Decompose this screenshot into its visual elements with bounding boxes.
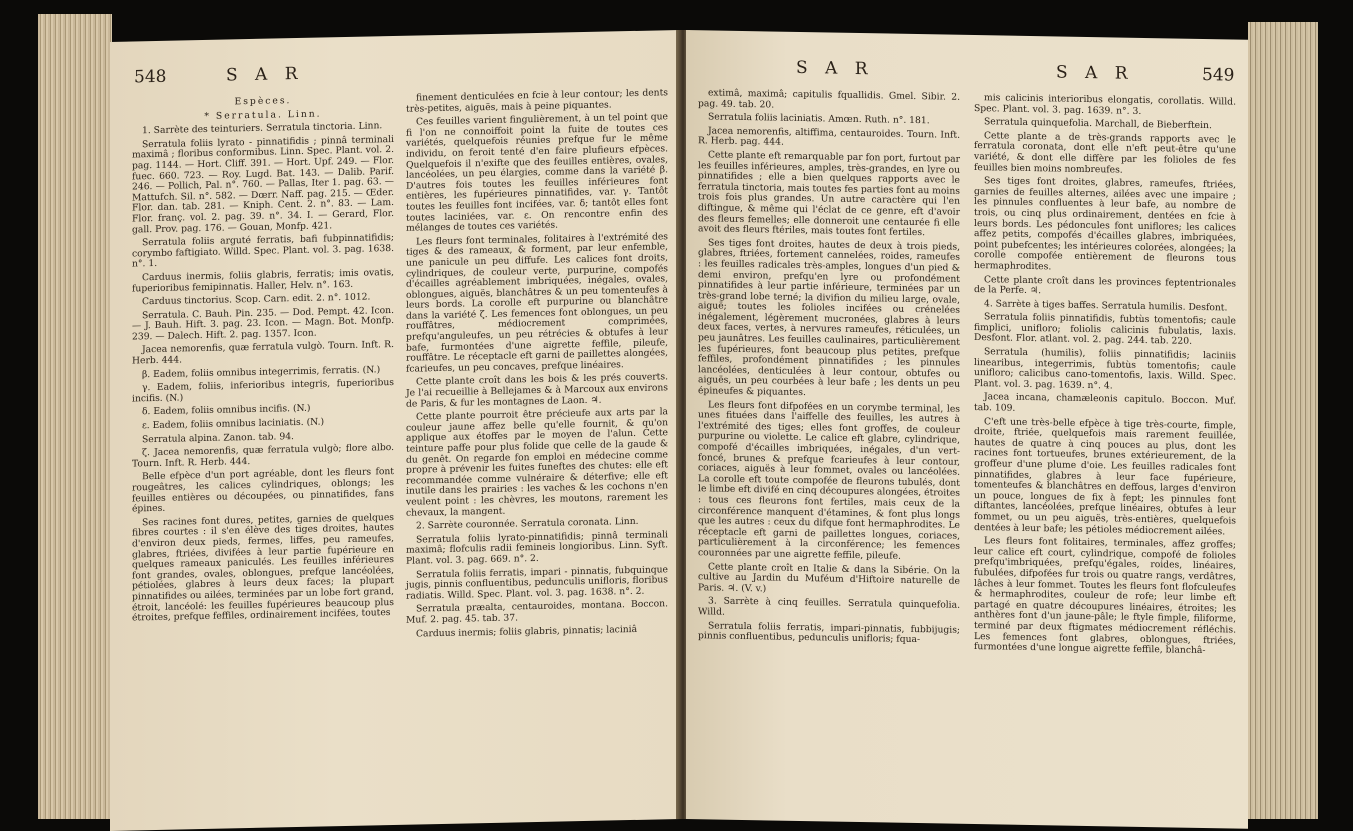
- paragraph: Serratula foliis arguté ferratis, bafi fubpinnatifidis; corymbo faftigiato. Willd. Spec. Plant. vol. 3. pag. 1638. n°. 1.: [132, 232, 394, 270]
- paragraph: Serratula præalta, centauroides, montana. Boccon. Muf. 2. pag. 45. tab. 37.: [406, 598, 668, 626]
- paragraph: Serratula foliis lyrato - pinnatifidis ; pinnâ terminali maximâ ; floribus conformibus. Linn. Spec. Plant. vol. 2. pag. 1144. — Hort. Cliff. 391. — Hort. Upf. 249. — Flor. fuec. 660. 723. — Roy. Lugd. Bat. 143. — Dalib. Parif. 246. — Pollich, Pal. n°. 760. — Pallas, Iter 1. pag. 63. — Mattufch. Sil. n°. 582. — Dœrr. Naff. pag. 215. — Œder. Flor. dan. tab. 281. — Kniph. Cent. 2. n°. 83. — Lam. Flor. franç. vol. 2. pag. 39. n°. 34. I. — Gerard, Flor. gall. Prov. pag. 176. — Gouan, Monfp. 421.: [132, 133, 394, 236]
- paragraph: Jacea nemorenfis, altiffima, centauroides. Tourn. Inft. R. Herb. pag. 444.: [698, 125, 960, 149]
- page-edges-left: [38, 14, 112, 819]
- paragraph: * Serratula. Linn.: [204, 108, 322, 122]
- page-number-left: 548: [134, 66, 167, 88]
- paragraph: β. Eadem, foliis omnibus integerrimis, ferratis. (N.): [142, 363, 381, 380]
- paragraph: Espèces.: [234, 95, 292, 108]
- running-head-left: S A R: [226, 63, 304, 86]
- right-column-1: [698, 88, 960, 649]
- paragraph: Carduus inermis; foliis glabris, pinnatis; laciniâ: [416, 623, 638, 640]
- paragraph: C'eft une très-belle efpèce à tige très-courte, fimple, droite, ftriée, quelquefois mais rarement feuillée, hautes de quatre à cinq pouces au plus, dont les racines font tortueufes, brunes extérieurement, de la groffeur d'une plume d'oie. Les feuilles radicales font pinnatifides, glabres à leur face fupérieure, tomenteufes & blanchâtres en deffous, larges d'environ un pouce, longues de fix à fept; les pinnules font diftantes, lancéolées, prefque linéaires, obtufes à leur fommet, ou un peu aiguës, très-entières, quelquefois dentées à leur bafe; les pétioles médiocrement ailées.: [974, 415, 1236, 537]
- paragraph: extimâ, maximâ; capitulis fquallidis. Gmel. Sibir. 2. pag. 49. tab. 20.: [698, 87, 960, 111]
- paragraph: Serratula foliis ferratis, impari-pinnatis, fubbijugis; pinnis confluentibus, pedunculis unifloris; fqua-: [698, 619, 960, 646]
- paragraph: ε. Eadem, foliis omnibus laciniatis. (N.): [142, 416, 325, 432]
- paragraph: Carduus inermis, foliis glabris, ferratis; imis ovatis, fuperioribus femipinnatis. Haller, Helv. n°. 163.: [132, 266, 394, 294]
- page-number-right: 549: [1202, 65, 1235, 86]
- running-head-right-1: S A R: [796, 57, 874, 80]
- paragraph: Les fleurs font folitaires, terminales, affez groffes; leur calice eft court, cylindrique, compofé de folioles prefqu'imbriquées, prefqu'égales, roides, linéaires, fubulées, difpofées fur trois ou quatre rangs, verdâtres, lâches à leur fommet. Toutes les fleurs font flofculeufes & hermaphrodites, couleur de rofe; leur limbe eft partagé en quatre découpures linéaires, étroites; les anthères font d'un jaune-pâle; le ftyle fimple, filiforme, terminé par deux ftigmates médiocrement réfléchis. Les femences font glabres, oblongues, ftriées, furmontées d'une longue aigrette feffile, blanchâ-: [974, 535, 1236, 657]
- paragraph: Cette plante croît en Italie & dans la Sibérie. On la cultive au Jardin du Muféum d'Hiftoire naturelle de Paris. ♃. (V. v.): [698, 560, 960, 595]
- paragraph: ζ. Jacea nemorenfis, quæ ferratula vulgò; flore albo. Tourn. Inft. R. Herb. 444.: [132, 442, 394, 470]
- paragraph: Cette plante a de très-grands rapports avec le ferratula coronata, dont elle n'eft peut-être qu'une variété, & dont elle diffère par les folioles de fes feuilles bien moins nombreufes.: [974, 129, 1236, 176]
- paragraph: Cette plante eft remarquable par fon port, furtout par les feuilles inférieures, amples, très-grandes, en lyre ou pinnatifides ; elle a bien quelques rapports avec le ferratula tinctoria, mais toutes fes parties font au moins trois fois plus grandes. Un autre caractère qui l'en diftingue, & même qui l'éclat de ce genre, eft d'avoir des fleurs femelles; elle donneroit une centaurée fi elle avoit des fleurs ftériles, mais toutes font fertiles.: [698, 149, 960, 239]
- right-page: [686, 30, 1248, 829]
- paragraph: 3. Sarrète à cinq feuilles. Serratula quinquefolia. Willd.: [698, 595, 960, 618]
- paragraph: Cette plante croît dans les provinces feptentrionales de la Perfe. ♃.: [974, 273, 1236, 297]
- left-column-2: [406, 88, 668, 643]
- page-edges-right: [1248, 22, 1318, 819]
- running-head-right-2: S A R: [1056, 62, 1134, 84]
- paragraph: Serratula quinquefolia. Marchall, de Bieberftein.: [984, 116, 1212, 132]
- paragraph: 4. Sarrète à tiges baffes. Serratula humilis. Desfont.: [984, 297, 1228, 314]
- paragraph: Serratula foliis ferratis, impari - pinnatis, fubquinque jugis, pinnis confluentibus, pedunculis unifloris, floribus radiatis. Willd. Spec. Plant. vol. 3. pag. 1638. n°. 2.: [406, 563, 668, 602]
- paragraph: Ses racines font dures, petites, garnies de quelques fibres courtes : il s'en élève des tiges droites, hautes d'environ deux pieds, fermes, liffes, peu rameufes, glabres, ftriées, divifées à leur partie fupérieure en quelques rameaux paniculés. Les feuilles inférieures font grandes, ovales, oblongues, prefque lancéolées, pétiolées, glabres à leurs deux faces; la plupart pinnatifides ou ailées, terminées par un lobe fort grand, étroit, lancéolé: les feuilles fupérieures beaucoup plus étroites, prefque feffiles, ordinairement incifées, toutes: [132, 511, 394, 624]
- paragraph: Serratula foliis lyrato-pinnatifidis; pinnâ terminali maximâ; flofculis radii femineis longioribus. Linn. Syft. Plant. vol. 3. pag. 669. n°. 2.: [406, 529, 668, 567]
- paragraph: mis calicinis interioribus elongatis, corollatis. Willd. Spec. Plant. vol. 3. pag. 1639. n°. 3.: [974, 92, 1236, 117]
- paragraph: Ses tiges font droites, glabres, rameufes, ftriées, garnies de feuilles alternes, ailées avec une impaire ; les pinnules confluentes à leur bafe, au nombre de trois, ou cinq plus ordinairement, dentées en fcie à leurs bords. Les pédoncules font uniflores; les calices affez petits, compofés d'écailles glabres, imbriquées, point pubefcentes; les intérieures colorées, alongées; la corolle compofée entièrement de fleurons tous hermaphrodites.: [974, 175, 1236, 273]
- paragraph: Ces feuilles varient fingulièrement, à un tel point que fi l'on ne connoiffoit point la fuite de toutes ces variétés, quelquefois réunies prefque fur le même individu, on feroit tenté d'en faire plufieurs efpèces. Quelquefois il n'exifte que des feuilles entières, ovales, lancéolées, un peu élargies, comme dans la variété β. D'autres fois toutes les feuilles inférieures font entières, les fupérieures pinnatifides, var. γ. Tantôt toutes les feuilles font incifées, var. δ; tantôt elles font toutes laciniées, var. ε. On rencontre enfin des mélanges de toutes ces variétés.: [406, 111, 668, 234]
- paragraph: Jacea nemorenfis, quæ ferratula vulgò. Tourn. Inft. R. Herb. 444.: [132, 339, 394, 367]
- paragraph: 2. Sarrète couronnée. Serratula coronata. Linn.: [416, 516, 639, 532]
- paragraph: Cette plante croît dans les bois & les prés couverts. Je l'ai recueillie à Bellejames & à Marcoux aux environs de Paris, & fur les montagnes de Laon. ♃.: [406, 371, 668, 410]
- paragraph: Serratula foliis pinnatifidis, fubtùs tomentofis; caule fimplici, unifloro; foliolis calicinis fubulatis, laxis. Desfont. Flor. atlant. vol. 2. pag. 244. tab. 220.: [974, 311, 1236, 348]
- paragraph: Cette plante pourroit être précieufe aux arts par la couleur jaune affez belle qu'elle fournit, & qu'on applique aux étoffes par le moyen de l'alun. Cette teinture paffe pour plus folide que celle de la gaude & du genêt. On regarde fon emploi en médecine comme propre à prévenir les fuites funeftes des chutes: elle eft recommandée comme vulnéraire & déterfive; elle eft inutile dans les prairies : les vaches & les cochons n'en veulent point : les chèvres, les moutons, rarement les chevaux, la mangent.: [406, 406, 668, 519]
- right-column-2: [974, 93, 1236, 660]
- paragraph: Serratula foliis laciniatis. Amœn. Ruth. n°. 181.: [708, 111, 930, 127]
- left-column-1: [132, 94, 394, 627]
- paragraph: 1. Sarrète des teinturiers. Serratula tinctoria. Linn.: [142, 120, 383, 137]
- paragraph: Les fleurs font difpofées en un corymbe terminal, les unes fituées dans l'aiffelle des feuilles, les autres à l'extrémité des tiges; elles font groffes, de couleur purpurine ou violette. Le calice eft glabre, cylindrique, compofé d'écailles imbriquées, inégales, d'un vert-foncé, brunes & prefque fcarieufes à leur contour, coriaces, aiguës à leur fommet, ovales ou lancéolées. La corolle eft toute compofée de fleurons tubulés, dont le limbe eft divifé en cinq découpures alongées, étroites : tous ces fleurons font fertiles, mais ceux de la circonférence manquent d'étamines, & font plus longs que les autres : ceux du difque font hermaphrodites. Le réceptacle eft garni de paillettes longues, coriaces, particulièrement à la circonférence; les femences couronnées par une aigrette feffile, pileufe.: [698, 399, 960, 562]
- paragraph: Belle efpèce d'un port agréable, dont les fleurs font rougeâtres, les calices cylindriques, oblongs; les feuilles entières ou découpées, ou pinnatifides, fans épines.: [132, 466, 394, 515]
- paragraph: Carduus tinctorius. Scop. Carn. edit. 2. n°. 1012.: [142, 291, 371, 308]
- paragraph: finement denticulées en fcie à leur contour; les dents très-petites, aiguës, mais à peine piquantes.: [406, 87, 668, 115]
- paragraph: Ses tiges font droites, hautes de deux à trois pieds, glabres, ftriées, fortement cannelées, roides, rameufes : les feuilles radicales très-amples, longues d'un pied & demi environ, prefqu'en lyre ou profondément pinnatifides à leur partie inférieure, terminées par un très-grand lobe terné; la divifion du milieu large, ovale, aiguë; toutes les folioles incifées ou crénelées inégalement, légèrement mucronées, glabres à leurs deux faces, vertes, à nervures rameufes, réticulées, un peu jaunâtres. Les feuilles caulinaires, particulièrement les fupérieures, font beaucoup plus petites, prefque feffiles, profondément pinnatifides ; les pinnules lancéolées, denticulées à leur contour, obtufes ou aiguës, un peu courbées à leur bafe ; les dents un peu épineufes & piquantes.: [698, 237, 960, 399]
- left-page: [110, 30, 680, 831]
- paragraph: Jacea incana, chamæleonis capitulo. Boccon. Muf. tab. 109.: [974, 391, 1236, 414]
- paragraph: γ. Eadem, foliis, inferioribus integris, fuperioribus incifis. (N.): [132, 377, 394, 405]
- paragraph: Serratula (humilis), foliis pinnatifidis; laciniis linearibus, integerrimis, fubtùs tomentofis; caule unifloro; calicibus cano-tomentofis, laxis. Willd. Spec. Plant. vol. 3. pag. 1639. n°. 4.: [974, 346, 1236, 392]
- paragraph: δ. Eadem, foliis omnibus incifis. (N.): [142, 403, 311, 418]
- paragraph: Les fleurs font terminales, folitaires à l'extrémité des tiges & des rameaux, & forment, par leur enfemble, une panicule un peu diffufe. Les calices font droits, cylindriques, de couleur verte, purpurine, compofés d'écailles agréablement imbriquées, inégales, ovales, oblongues, aiguës, blanchâtres & un peu tomenteufes à leurs bords. La corolle eft purpurine ou blanchâtre dans la variété ζ. Les femences font oblongues, un peu rouffâtres, médiocrement comprimées, prefqu'anguleufes, un peu rétrécies & obtufes à leur bafe, furmontées d'une aigrette feffile, pileufe, rouffâtre. Le réceptacle eft garni de paillettes alongées, fcarieufes, un peu concaves, prefque linéaires.: [406, 230, 668, 375]
- paragraph: Serratula alpina. Zanon. tab. 94.: [142, 430, 294, 445]
- paragraph: Serratula. C. Bauh. Pin. 235. — Dod. Pempt. 42. Icon. — J. Bauh. Hift. 3. pag. 23. Icon. — Magn. Bot. Monfp. 239. — Dalech. Hift. 2. pag. 1357. Icon.: [132, 304, 394, 343]
